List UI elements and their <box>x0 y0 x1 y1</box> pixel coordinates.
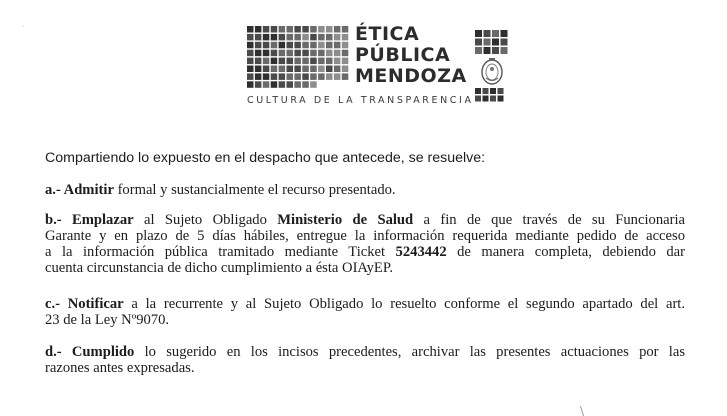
item-a-text: formal y sustancialmente el recurso presentado. <box>113 182 396 198</box>
item-b-ticket: 5243442 <box>395 244 447 260</box>
resolution-item-d <box>45 344 685 376</box>
logo-grid-right-icon <box>475 30 509 58</box>
item-d-line-2: razones antes expresadas. <box>45 360 195 376</box>
item-b-text-3b: de manera completa, debiendo dar <box>446 244 685 260</box>
resolution-item-a <box>45 182 685 198</box>
item-c-line-2: 23 de la Ley Nº9070. <box>45 312 170 328</box>
item-b-entity: Ministerio de Salud <box>277 212 414 228</box>
intro-paragraph: Compartiendo lo expuesto en el despacho que antecede, se resuelve: <box>45 150 486 166</box>
item-c-prefix: c.- <box>45 296 68 312</box>
item-b-line-2: Garante y en plazo de 5 días hábiles, entregue la información requerida mediante pedido de acceso <box>45 228 685 244</box>
logo-line-mendoza: MENDOZA <box>355 65 467 87</box>
resolution-item-b <box>45 212 685 276</box>
logo-line-publica: PÚBLICA <box>355 44 451 66</box>
item-b-text-2: a fin de que través de su Funcionaria <box>413 212 685 228</box>
logo-tagline: CULTURA DE LA TRANSPARENCIA <box>247 95 474 106</box>
item-b-text-3a: a la información pública tramitado mediante Ticket <box>45 244 396 260</box>
item-d-prefix: d.- <box>45 344 72 360</box>
item-d-text-1: lo sugerido en los incisos precedentes, archivar las presentes actuaciones por las <box>134 344 685 360</box>
mendoza-seal-icon <box>477 56 507 86</box>
logo-line-etica: ÉTICA <box>355 23 420 45</box>
item-c-text-1: a la recurrente y al Sujeto Obligado lo resuelto conforme el segundo apartado del art. <box>123 296 686 312</box>
item-b-prefix: b.- <box>45 212 72 228</box>
item-d-verb: Cumplido <box>71 344 135 360</box>
logo-grid-bottom-icon <box>475 88 509 102</box>
item-d-line-1 <box>45 344 685 360</box>
item-b-text-1: al Sujeto Obligado <box>133 212 278 228</box>
resolution-item-c <box>45 296 685 328</box>
logo-square-grid-icon <box>247 26 351 92</box>
item-c-line-1 <box>45 296 685 312</box>
item-a-prefix: a.- <box>45 182 64 198</box>
item-b-verb: Emplazar <box>72 212 134 228</box>
item-a-verb: Admitir <box>63 182 114 198</box>
etica-publica-logo <box>243 22 513 112</box>
item-c-verb: Notificar <box>67 296 124 312</box>
scan-speck: · <box>22 22 25 31</box>
item-b-line-1 <box>45 212 685 228</box>
item-b-line-4: cuenta circunstancia de dicho cumplimiento a ésta OIAyEP. <box>45 260 393 276</box>
item-b-line-3 <box>45 244 685 260</box>
scan-mark: \ <box>580 404 585 416</box>
